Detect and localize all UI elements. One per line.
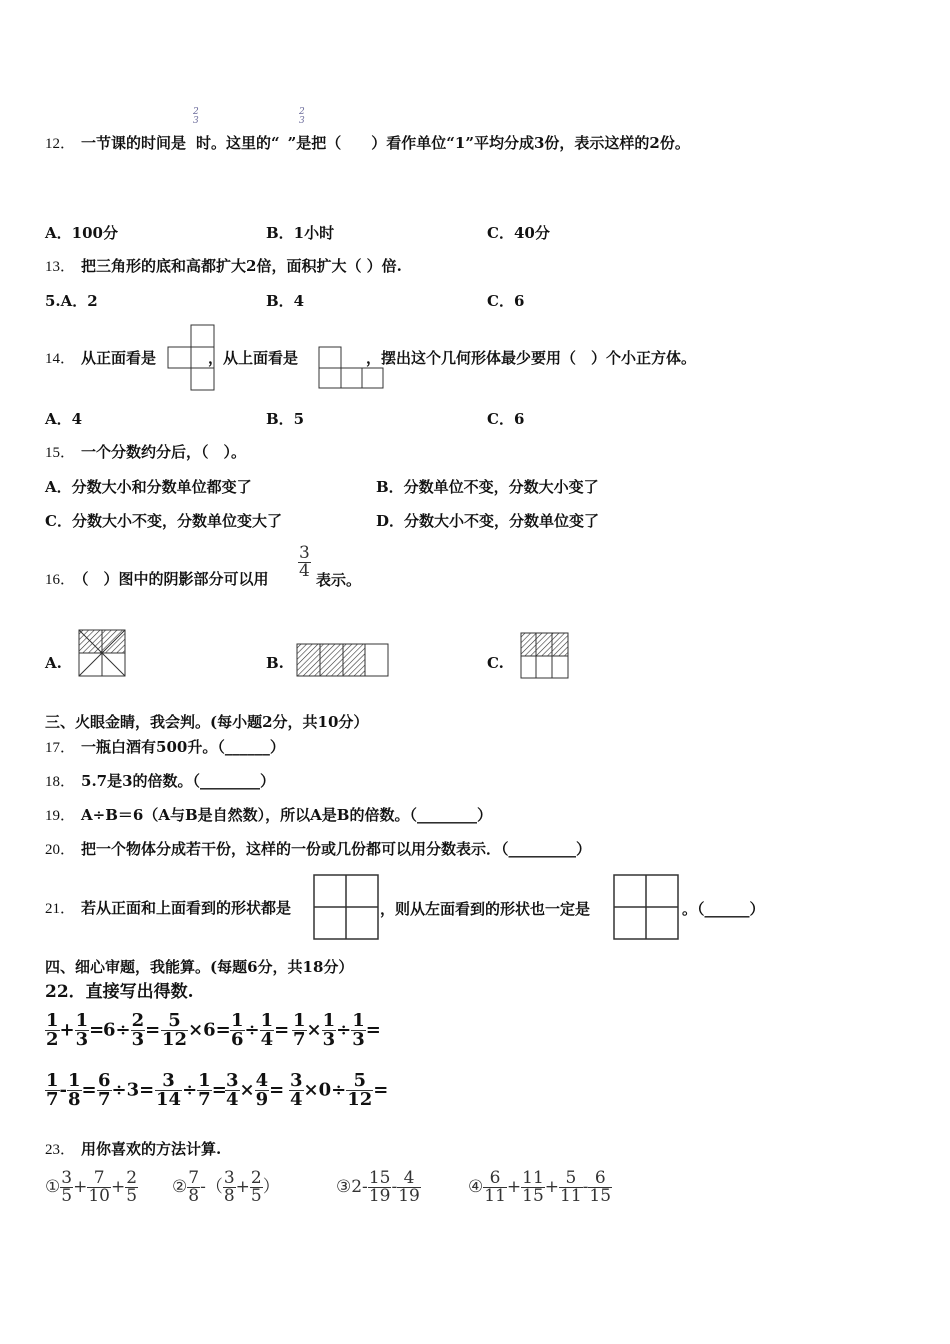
- fraction-numerator: 2: [126, 1168, 138, 1188]
- operator: -: [582, 1177, 589, 1197]
- fraction-denominator: 19: [398, 1186, 420, 1206]
- fraction-numerator: 1: [293, 1010, 306, 1031]
- operator: -: [59, 1079, 68, 1101]
- operator: -（: [200, 1177, 223, 1197]
- expression[interactable]: [97, 1072, 154, 1109]
- fraction-denominator: 11: [484, 1186, 506, 1206]
- expr-tail: =: [365, 1019, 381, 1041]
- expression[interactable]: [225, 1072, 284, 1109]
- expression[interactable]: [230, 1012, 289, 1049]
- expr-tail: =: [89, 1019, 105, 1041]
- q15-option-b[interactable]: B．分数单位不变，分数大小变了: [376, 478, 599, 496]
- fraction-numerator: 1: [46, 1070, 59, 1091]
- fraction-denominator: 2: [46, 1029, 59, 1050]
- fraction-numerator: 2: [131, 1010, 145, 1031]
- q15-option-a[interactable]: A．分数大小和分数单位都变了: [45, 478, 252, 496]
- fraction: [67, 1072, 82, 1109]
- q14-option-c[interactable]: C．6: [487, 410, 525, 428]
- fraction: [346, 1072, 373, 1109]
- fraction-denominator: 15: [522, 1186, 544, 1206]
- section-3-heading: 三、火眼金睛，我会判。(每小题2分，共10分）: [45, 713, 369, 731]
- fraction-numerator: 1: [352, 1010, 365, 1031]
- question-number: 20．: [45, 842, 76, 858]
- fraction-numerator: 4: [403, 1168, 415, 1188]
- q15-text: 一个分数约分后，（ ）。: [81, 443, 247, 461]
- fraction-denominator: 5: [250, 1186, 262, 1206]
- operator: +: [73, 1177, 88, 1197]
- fraction-denominator: 4: [226, 1089, 239, 1110]
- fraction-numerator: 7: [188, 1168, 200, 1188]
- expr-tail: =: [211, 1079, 227, 1101]
- fraction-denominator: 15: [589, 1186, 612, 1206]
- expression-mark: ①: [45, 1177, 61, 1197]
- q16-option-c-label[interactable]: C.: [487, 654, 504, 672]
- question-20: [45, 839, 591, 860]
- fraction-numerator: 3: [61, 1168, 73, 1188]
- operator: ×0÷: [303, 1079, 347, 1101]
- question-17: [45, 737, 285, 758]
- fraction: [75, 1012, 90, 1049]
- fraction: [223, 1170, 236, 1205]
- question-number: 23．: [45, 1142, 76, 1158]
- fraction-numerator: 1: [46, 1010, 59, 1031]
- fraction: [155, 1072, 182, 1109]
- fraction-denominator: 7: [198, 1089, 211, 1110]
- q14-front-view-figure: [167, 324, 217, 392]
- q14-option-b[interactable]: B．5: [266, 410, 305, 428]
- q12-text-a: 一节课的时间是: [81, 134, 187, 152]
- q14-option-a[interactable]: A．4: [45, 410, 83, 428]
- q16-text-a: （ ）图中的阴影部分可以用: [81, 570, 269, 588]
- operator: ÷: [244, 1019, 260, 1041]
- q14-text-b: ，从上面看是: [208, 349, 299, 367]
- expr-tail: =: [81, 1079, 97, 1101]
- q20-text[interactable]: 把一个物体分成若干份，这样的一份或几份都可以用分数表示．（_________）: [81, 840, 592, 858]
- fraction: [187, 1170, 200, 1205]
- operator: ×: [239, 1079, 255, 1101]
- q21-shape-figure-1: [313, 874, 380, 941]
- fraction-numerator: 11: [522, 1168, 544, 1188]
- q21-text-b: ，则从左面看到的形状也一定是: [380, 900, 591, 918]
- fraction-numerator: 3: [290, 1070, 303, 1091]
- expr-tail: =: [373, 1079, 389, 1101]
- fraction-denominator: 7: [46, 1089, 59, 1110]
- fraction: [559, 1170, 583, 1205]
- expression[interactable]: [292, 1012, 381, 1049]
- question-15: [45, 442, 246, 463]
- q13-option-c[interactable]: C．6: [487, 292, 525, 310]
- question-23: [45, 1139, 221, 1160]
- fraction-denominator: 7: [98, 1089, 111, 1110]
- fraction: [87, 1170, 111, 1205]
- fraction-numerator: 1: [322, 1010, 336, 1031]
- question-number: 16．: [45, 572, 76, 588]
- question-number: 17．: [45, 740, 76, 756]
- expression[interactable]: [103, 1012, 160, 1049]
- fraction: [250, 1170, 263, 1205]
- fraction: [588, 1170, 612, 1205]
- expr-tail: =: [145, 1019, 161, 1041]
- fraction-denominator: 9: [255, 1089, 269, 1110]
- expression[interactable]: [45, 1072, 97, 1109]
- fraction-denominator: 8: [188, 1186, 200, 1206]
- q19-text[interactable]: A÷B＝6（A与B是自然数），所以A是B的倍数。（________）: [81, 806, 492, 824]
- expr-tail: ×6=: [188, 1019, 231, 1041]
- question-number: 12．: [45, 136, 76, 152]
- fraction-denominator: 4: [260, 1029, 274, 1050]
- fraction: [289, 1072, 304, 1109]
- question-number: 13．: [45, 259, 76, 275]
- fraction-numerator: 5: [168, 1010, 181, 1031]
- q12-text-b: 时。这里的“: [196, 134, 280, 152]
- fraction-denominator: 4: [290, 1089, 303, 1110]
- fraction-numerator: 1: [198, 1070, 211, 1091]
- section-4-heading: 四、细心审题，我能算。(每题6分，共18分）: [45, 958, 354, 976]
- question-16: [45, 569, 269, 590]
- expr-prefix: 6÷: [103, 1019, 131, 1041]
- q17-text[interactable]: 一瓶白酒有500升。（______）: [81, 738, 285, 756]
- question-number: 14．: [45, 351, 76, 367]
- q16-option-a-label[interactable]: A.: [45, 654, 62, 672]
- q12-fraction-quoted: [299, 108, 305, 126]
- fraction: [368, 1170, 392, 1205]
- q23-expression-4[interactable]: [468, 1170, 612, 1205]
- fraction-denominator: 8: [68, 1089, 81, 1110]
- fraction: [97, 1072, 112, 1109]
- fraction-denominator: 12: [162, 1029, 188, 1050]
- expr-tail: =: [269, 1079, 285, 1101]
- q21-text-a: 若从正面和上面看到的形状都是: [81, 899, 292, 917]
- fraction: [255, 1072, 270, 1109]
- fraction: [397, 1170, 421, 1205]
- expression-mark: ③2-: [336, 1177, 368, 1197]
- q12-text-c: ”是把（ ）看作单位“1”平均分成3份，表示这样的2份。: [287, 134, 690, 152]
- fraction-numerator: 5: [353, 1070, 367, 1091]
- fraction-numerator: 1: [75, 1010, 89, 1031]
- fraction-numerator: 3: [162, 1070, 175, 1091]
- fraction-numerator: 3: [226, 1070, 239, 1091]
- q16-frac-denominator: 4: [299, 561, 310, 581]
- question-19: [45, 805, 492, 826]
- expr-tail: =: [274, 1019, 290, 1041]
- q13-text: 把三角形的底和高都扩大2倍，面积扩大（ ）倍.: [81, 257, 402, 275]
- fraction-denominator: 6: [231, 1029, 244, 1050]
- q12-frac-numerator: 2: [193, 107, 199, 117]
- fraction: [197, 1072, 212, 1109]
- q23-expression-3[interactable]: [336, 1170, 421, 1205]
- question-13: [45, 256, 402, 277]
- operator: +: [544, 1177, 560, 1197]
- fraction-denominator: 3: [75, 1029, 89, 1050]
- fraction-numerator: 1: [68, 1070, 81, 1091]
- expression-mark: ④: [468, 1177, 484, 1197]
- operator: ÷: [336, 1019, 352, 1041]
- q12-option-a[interactable]: A．100分: [45, 224, 118, 242]
- q16-option-b-label[interactable]: B.: [266, 654, 284, 672]
- fraction: [292, 1012, 307, 1049]
- fraction: [45, 1072, 60, 1109]
- q12-frac2-numerator: 2: [299, 107, 305, 117]
- q23-text: 用你喜欢的方法计算.: [81, 1140, 222, 1158]
- operator: ×: [306, 1019, 322, 1041]
- fraction: [45, 1012, 60, 1049]
- fraction: [60, 1170, 73, 1205]
- fraction: [125, 1170, 138, 1205]
- q14-text-a: 从正面看是: [81, 349, 157, 367]
- fraction: [260, 1012, 275, 1049]
- q16-option-c-figure[interactable]: [520, 632, 570, 680]
- q21-text-c[interactable]: 。（______）: [682, 900, 765, 918]
- q12-option-b[interactable]: B．1小时: [266, 224, 335, 242]
- fraction: [351, 1012, 366, 1049]
- question-21: [45, 898, 291, 919]
- fraction-denominator: 11: [560, 1186, 582, 1206]
- fraction-denominator: 12: [347, 1089, 373, 1110]
- q12-frac-denominator: 3: [193, 116, 199, 126]
- fraction-numerator: 6: [594, 1168, 606, 1188]
- fraction-denominator: 14: [156, 1089, 182, 1110]
- fraction: [230, 1012, 245, 1049]
- fraction-denominator: 3: [352, 1029, 365, 1050]
- fraction-numerator: 2: [250, 1168, 262, 1188]
- expression[interactable]: [161, 1012, 231, 1049]
- q16-fraction: [298, 545, 311, 580]
- q13-option-b[interactable]: B．4: [266, 292, 305, 310]
- operator: +: [59, 1019, 75, 1041]
- fraction-numerator: 15: [368, 1168, 391, 1188]
- question-12: [45, 133, 690, 154]
- fraction: [161, 1012, 188, 1049]
- q16-option-a-figure[interactable]: [78, 629, 126, 678]
- q16-text-b: 表示。: [316, 571, 362, 589]
- q13-option-a[interactable]: 5.A．2: [45, 292, 98, 310]
- fraction-denominator: 10: [88, 1186, 110, 1206]
- fraction-denominator: 3: [131, 1029, 145, 1050]
- q16-option-b-figure[interactable]: [296, 643, 390, 678]
- fraction-denominator: 5: [126, 1186, 138, 1206]
- q12-frac2-denominator: 3: [299, 116, 305, 126]
- question-number: 19．: [45, 808, 76, 824]
- operator: ÷: [182, 1079, 198, 1101]
- fraction-numerator: 6: [489, 1168, 501, 1188]
- q22-title: 22．直接写出得数.: [45, 982, 194, 1002]
- q16-frac-numerator: 3: [299, 543, 310, 563]
- q15-option-d[interactable]: D．分数大小不变，分数单位变了: [376, 512, 600, 530]
- question-number: 15．: [45, 445, 76, 461]
- fraction-denominator: 7: [293, 1029, 306, 1050]
- expression-mark: ②: [172, 1177, 188, 1197]
- fraction: [322, 1012, 337, 1049]
- fraction: [131, 1012, 146, 1049]
- fraction-numerator: 1: [260, 1010, 274, 1031]
- operator: +: [110, 1177, 126, 1197]
- q12-fraction-small: [193, 108, 199, 126]
- q15-option-c[interactable]: C．分数大小不变，分数单位变大了: [45, 512, 282, 530]
- expression[interactable]: [45, 1012, 104, 1049]
- question-18: [45, 771, 275, 792]
- question-number: 18．: [45, 774, 76, 790]
- q14-text-c: ，摆出这个几何形体最少要用（ ）个小正方体。: [366, 349, 697, 367]
- fraction-numerator: 7: [93, 1168, 105, 1188]
- fraction-numerator: 1: [231, 1010, 244, 1031]
- q23-expression-1[interactable]: [45, 1170, 138, 1205]
- fraction: [521, 1170, 545, 1205]
- fraction: [225, 1072, 240, 1109]
- question-number: 21．: [45, 901, 76, 917]
- q21-shape-figure-2: [613, 874, 680, 941]
- expression[interactable]: [155, 1072, 227, 1109]
- expr-tail: ÷3=: [111, 1079, 155, 1101]
- fraction-denominator: 3: [322, 1029, 336, 1050]
- fraction-numerator: 3: [223, 1168, 235, 1188]
- operator: +: [235, 1177, 250, 1197]
- fraction-denominator: 19: [368, 1186, 391, 1206]
- fraction: [483, 1170, 507, 1205]
- fraction-denominator: 5: [61, 1186, 73, 1206]
- fraction-denominator: 8: [223, 1186, 235, 1206]
- fraction-numerator: 5: [565, 1168, 577, 1188]
- fraction-numerator: 6: [98, 1070, 111, 1091]
- q23-expression-2[interactable]: [172, 1170, 280, 1205]
- operator: ）: [262, 1177, 280, 1197]
- q12-option-c[interactable]: C．40分: [487, 224, 550, 242]
- q14-top-view-figure: [318, 346, 386, 390]
- expression[interactable]: [289, 1072, 388, 1109]
- q18-text[interactable]: 5.7是3的倍数。（________）: [81, 772, 276, 790]
- operator: +: [506, 1177, 522, 1197]
- fraction-numerator: 4: [255, 1070, 269, 1091]
- operator: -: [391, 1177, 398, 1197]
